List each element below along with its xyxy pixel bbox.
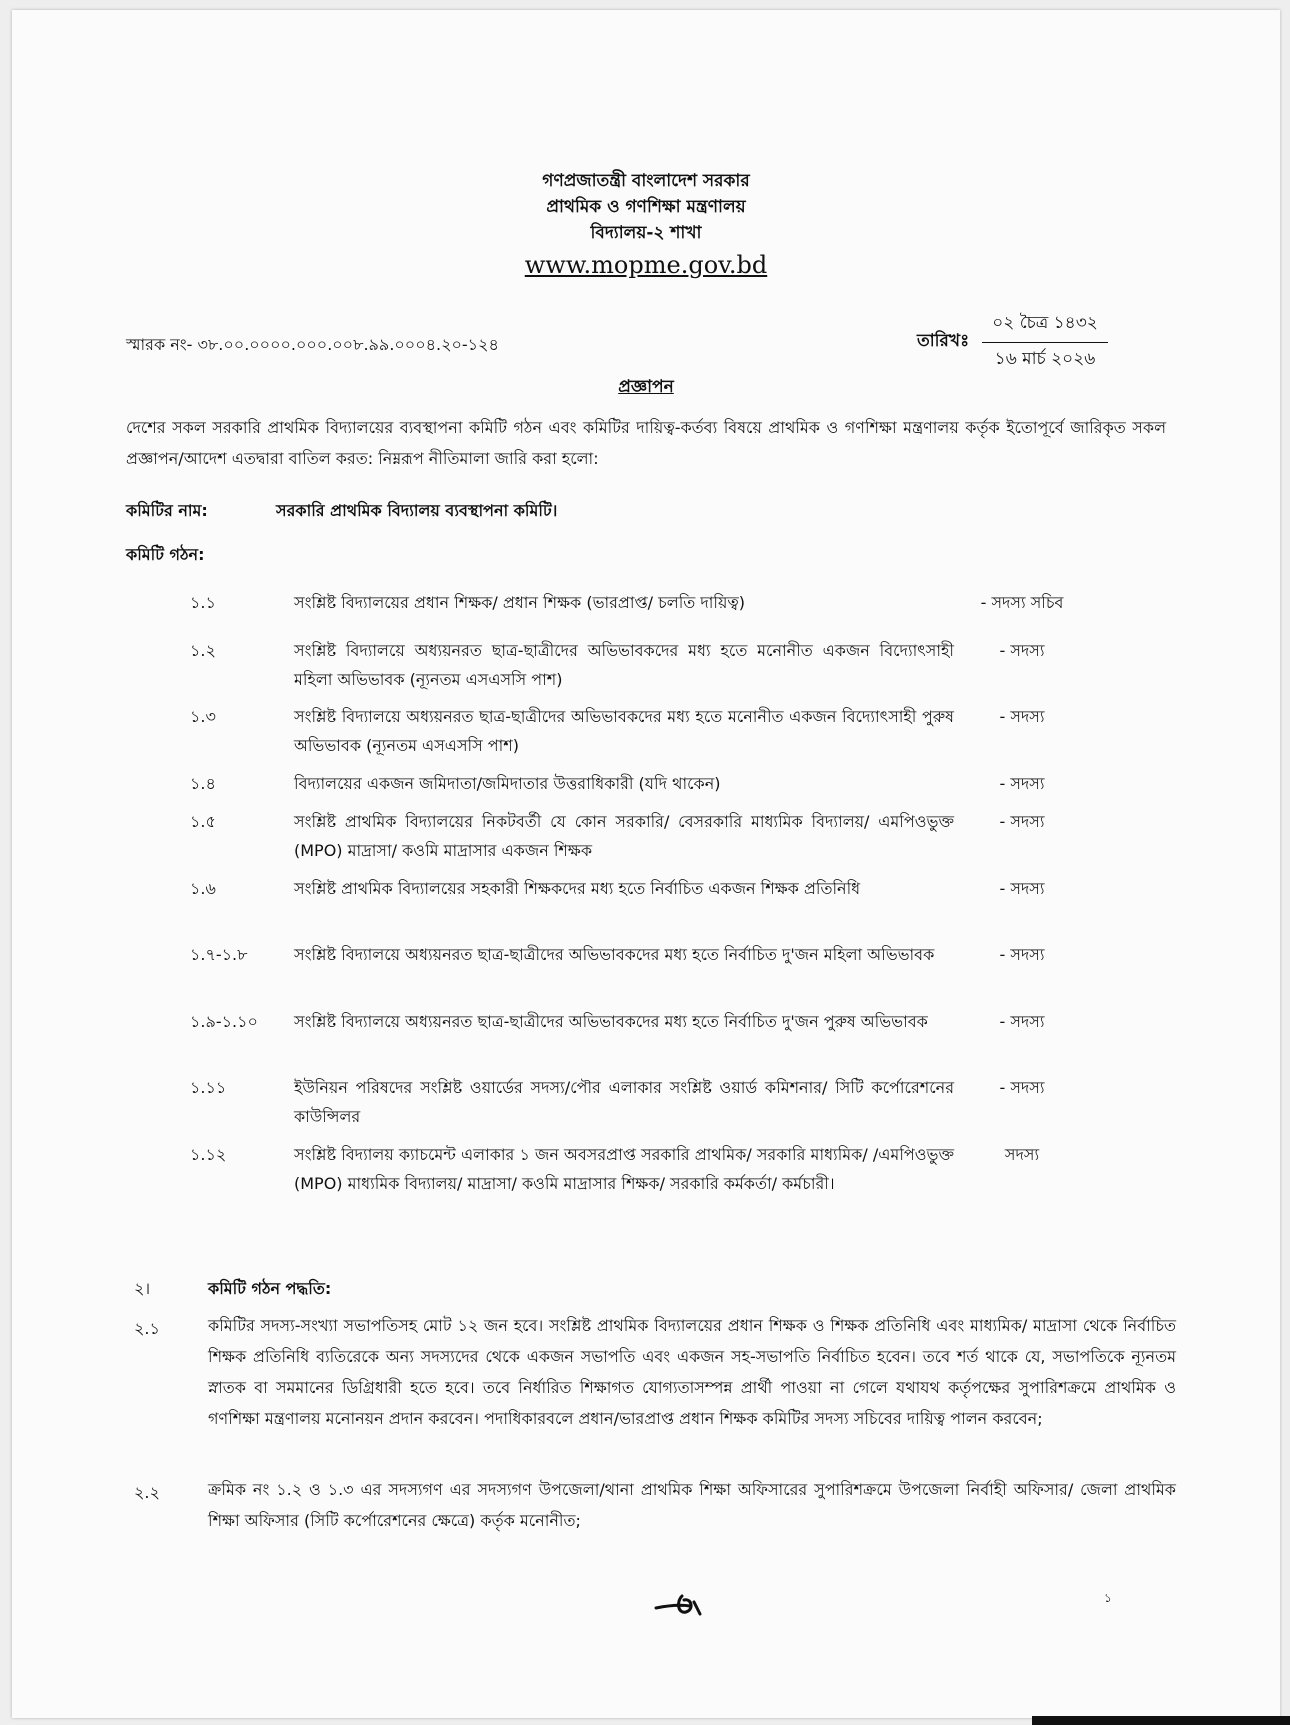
- member-description: সংশ্লিষ্ট বিদ্যালয়ে অধ্যয়নরত ছাত্র-ছাত্রীদের অভিভাবকদের মধ্য হতে নির্বাচিত দু'জন মহিলা অভিভাবক: [294, 945, 935, 964]
- member-description: সংশ্লিষ্ট প্রাথমিক বিদ্যালয়ের নিকটবর্তী যে কোন সরকারি/ বেসরকারি মাধ্যমিক বিদ্যালয়/ এমপিওভুক্ত (MPO) মাদ্রাসা/ কওমি মাদ্রাসার একজন শিক্ষক: [294, 812, 954, 860]
- member-description: সংশ্লিষ্ট বিদ্যালয় ক্যাচমেন্ট এলাকার ১ জন অবসরপ্রাপ্ত সরকারি প্রাথমিক/ সরকারি মাধ্যমিক/ /এমপিওভুক্ত (MPO) মাধ্যমিক বিদ্যালয়/ মাদ্রাসা/ কওমি মাদ্রাসার শিক্ষক/ সরকারি কর্মকর্তা/ কর্মচারী।: [294, 1145, 954, 1193]
- paragraph-number: ২.২: [134, 1483, 160, 1502]
- member-number: ১.৯-১.১০: [190, 1012, 258, 1031]
- section-title: কমিটি গঠন পদ্ধতি:: [208, 1279, 332, 1298]
- member-description: সংশ্লিষ্ট বিদ্যালয়ে অধ্যয়নরত ছাত্র-ছাত্রীদের অভিভাবকদের মধ্য হতে মনোনীত একজন বিদ্যোৎসাহী মহিলা অভিভাবক (ন্যূনতম এসএসসি পাশ): [294, 641, 954, 689]
- branch-name: বিদ্যালয়-২ শাখা: [590, 223, 702, 243]
- committee-formation-label: কমিটি গঠন:: [126, 545, 205, 564]
- member-number: ১.৬: [190, 879, 216, 898]
- date-block: [982, 310, 1108, 374]
- member-number: ১.১: [190, 593, 216, 612]
- member-role: - সদস্য: [999, 641, 1045, 660]
- member-role: - সদস্য: [999, 812, 1045, 831]
- section-number: ২।: [134, 1279, 151, 1298]
- member-description: সংশ্লিষ্ট প্রাথমিক বিদ্যালয়ের সহকারী শিক্ষকদের মধ্য হতে নির্বাচিত একজন শিক্ষক প্রতিনিধি: [294, 879, 861, 898]
- member-role: - সদস্য: [999, 879, 1045, 898]
- member-number: ১.৭-১.৮: [190, 945, 248, 964]
- document-page: [12, 10, 1280, 1718]
- member-description: বিদ্যালয়ের একজন জমিদাতা/জমিদাতার উত্তরাধিকারী (যদি থাকেন): [294, 774, 721, 793]
- member-role: - সদস্য সচিব: [980, 593, 1064, 612]
- member-number: ১.৪: [190, 774, 216, 793]
- paragraph-text: ক্রমিক নং ১.২ ও ১.৩ এর সদস্যগণ এর সদস্যগণ উপজেলা/থানা প্রাথমিক শিক্ষা অফিসারের সুপারিশক্রমে উপজেলা নির্বাহী অফিসার/ জেলা প্রাথমিক শিক্ষা অফিসার (সিটি কর্পোরেশনের ক্ষেত্রে) কর্তৃক মনোনীত;: [208, 1480, 1176, 1530]
- bottom-edge-bar: [1032, 1716, 1290, 1725]
- member-role: - সদস্য: [999, 1078, 1045, 1097]
- date-english: ১৬ মার্চ ২০২৬: [994, 349, 1096, 369]
- member-number: ১.১১: [190, 1078, 227, 1097]
- member-description: সংশ্লিষ্ট বিদ্যালয়ে অধ্যয়নরত ছাত্র-ছাত্রীদের অভিভাবকদের মধ্য হতে নির্বাচিত দু'জন পুরুষ অভিভাবক: [294, 1012, 928, 1031]
- paragraph-text: কমিটির সদস্য-সংখ্যা সভাপতিসহ মোট ১২ জন হবে। সংশ্লিষ্ট প্রাথমিক বিদ্যালয়ের প্রধান শিক্ষক ও শিক্ষক প্রতিনিধি এবং মাধ্যমিক/ মাদ্রাসা থেকে নির্বাচিত শিক্ষক প্রতিনিধি ব্যতিরেকে অন্য সদস্যদের থেকে একজন সভাপতি এবং একজন সহ-সভাপতি নির্বাচিত হবেন। তবে শর্ত থাকে যে, সভাপতিকে ন্যূনতম স্নাতক বা সমমানের ডিগ্রিধারী হতে হবে। তবে নির্ধারিত শিক্ষাগত যোগ্যতাসম্পন্ন প্রার্থী পাওয়া না গেলে যথাযথ কর্তৃপক্ষের সুপারিশক্রমে প্রাথমিক ও গণশিক্ষা মন্ত্রণালয় মনোনয়ন প্রদান করবেন। পদাধিকারবলে প্রধান/ভারপ্রাপ্ত প্রধান শিক্ষক কমিটির সদস্য সচিবের দায়িত্ব পালন করবেন;: [208, 1316, 1176, 1428]
- letterhead: [12, 168, 1280, 282]
- member-number: ১.১২: [190, 1145, 227, 1164]
- member-description: ইউনিয়ন পরিষদের সংশ্লিষ্ট ওয়ার্ডের সদস্য/পৌর এলাকার সংশ্লিষ্ট ওয়ার্ড কমিশনার/ সিটি কর্পোরেশনের কাউন্সিলর: [294, 1078, 954, 1126]
- ministry-name: প্রাথমিক ও গণশিক্ষা মন্ত্রণালয়: [546, 197, 746, 217]
- member-role: - সদস্য: [999, 707, 1045, 726]
- member-number: ১.২: [190, 641, 216, 660]
- memo-number: স্মারক নং- ৩৮.০০.০০০০.০০০.০০৮.৯৯.০০০৪.২০-১২৪: [126, 335, 499, 354]
- document-title: প্রজ্ঞাপন: [618, 377, 674, 397]
- committee-name-label: কমিটির নাম:: [126, 501, 208, 520]
- member-role: সদস্য: [1004, 1145, 1040, 1164]
- date-label: তারিখঃ: [917, 331, 970, 351]
- committee-name-value: সরকারি প্রাথমিক বিদ্যালয় ব্যবস্থাপনা কমিটি।: [276, 501, 558, 520]
- member-description: সংশ্লিষ্ট বিদ্যালয়ে অধ্যয়নরত ছাত্র-ছাত্রীদের অভিভাবকদের মধ্য হতে মনোনীত একজন বিদ্যোৎসাহী পুরুষ অভিভাবক (ন্যূনতম এসএসসি পাশ): [294, 707, 954, 755]
- paragraph-number: ২.১: [134, 1319, 160, 1338]
- signature-mark: [652, 1588, 712, 1618]
- page-number: ১: [1104, 1591, 1112, 1605]
- member-role: - সদস্য: [999, 945, 1045, 964]
- website-link[interactable]: www.mopme.gov.bd: [524, 251, 768, 279]
- member-number: ১.৩: [190, 707, 216, 726]
- member-description: সংশ্লিষ্ট বিদ্যালয়ের প্রধান শিক্ষক/ প্রধান শিক্ষক (ভারপ্রাপ্ত/ চলতি দায়িত্ব): [294, 593, 746, 612]
- member-role: - সদস্য: [999, 1012, 1045, 1031]
- member-number: ১.৫: [190, 812, 216, 831]
- government-name: গণপ্রজাতন্ত্রী বাংলাদেশ সরকার: [542, 171, 750, 191]
- date-bangla: ০২ চৈত্র ১৪৩২: [982, 310, 1108, 343]
- member-role: - সদস্য: [999, 774, 1045, 793]
- intro-paragraph: দেশের সকল সরকারি প্রাথমিক বিদ্যালয়ের ব্যবস্থাপনা কমিটি গঠন এবং কমিটির দায়িত্ব-কর্তব্য বিষয়ে প্রাথমিক ও গণশিক্ষা মন্ত্রণালয় কর্তৃক ইতোপূর্বে জারিকৃত সকল প্রজ্ঞাপন/আদেশ এতদ্বারা বাতিল করত: নিম্নরূপ নীতিমালা জারি করা হলো:: [126, 418, 1166, 468]
